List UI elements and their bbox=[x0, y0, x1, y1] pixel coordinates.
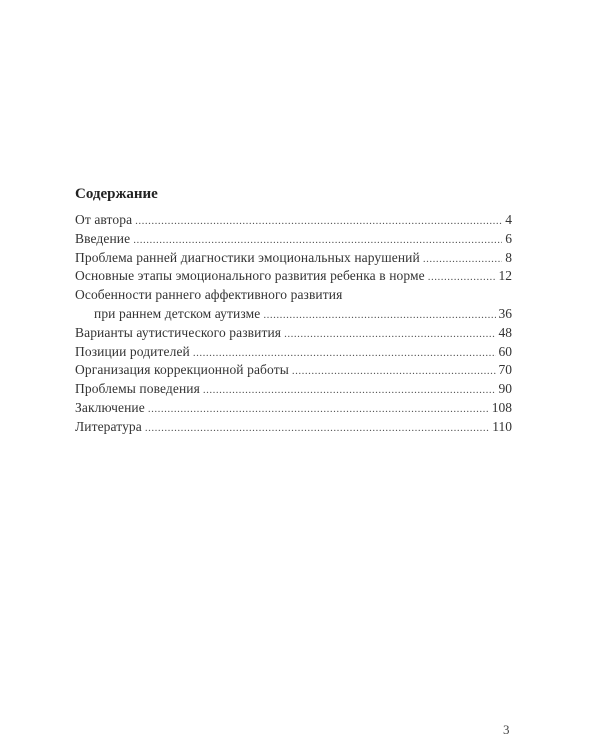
toc-entry-title-continuation: при раннем детском аутизме bbox=[94, 305, 261, 321]
dot-leader bbox=[423, 253, 502, 265]
toc-entry-page: 60 bbox=[498, 343, 512, 359]
toc-heading: Содержание bbox=[75, 186, 158, 202]
page-number: 3 bbox=[503, 722, 510, 737]
toc-entry-title: Проблемы поведения bbox=[75, 381, 200, 397]
toc-entry-page: 48 bbox=[498, 324, 512, 340]
toc-entry[interactable] bbox=[75, 212, 512, 231]
toc-entry-title: Заключение bbox=[75, 399, 145, 415]
toc-entry[interactable] bbox=[75, 362, 512, 381]
dot-leader bbox=[145, 422, 489, 434]
toc-entry-page: 70 bbox=[498, 362, 512, 378]
table-of-contents bbox=[75, 212, 512, 438]
toc-entry-title: Введение bbox=[75, 230, 131, 246]
toc-entry-page: 36 bbox=[498, 305, 512, 321]
toc-entry[interactable] bbox=[75, 381, 512, 400]
toc-entry-continuation[interactable] bbox=[75, 306, 512, 325]
toc-entry-page: 108 bbox=[491, 399, 512, 415]
toc-entry-page: 6 bbox=[505, 230, 512, 246]
toc-entry-title: От автора bbox=[75, 212, 133, 227]
toc-entry[interactable] bbox=[75, 419, 512, 438]
toc-entry[interactable] bbox=[75, 268, 512, 287]
toc-entry-page: 12 bbox=[498, 268, 512, 284]
dot-leader bbox=[292, 365, 496, 377]
toc-entry-page: 8 bbox=[505, 249, 512, 265]
dot-leader bbox=[133, 234, 502, 246]
toc-entry[interactable] bbox=[75, 231, 512, 250]
toc-entry-title: Особенности раннего аффективного развития bbox=[75, 287, 343, 303]
dot-leader bbox=[263, 309, 495, 321]
dot-leader bbox=[428, 271, 496, 283]
toc-entry[interactable] bbox=[75, 344, 512, 363]
toc-entry[interactable] bbox=[75, 287, 512, 306]
dot-leader bbox=[203, 384, 496, 396]
toc-entry-title: Варианты аутистического развития bbox=[75, 324, 282, 340]
toc-entry[interactable] bbox=[75, 250, 512, 269]
dot-leader bbox=[135, 215, 502, 227]
dot-leader bbox=[148, 403, 489, 415]
toc-entry[interactable] bbox=[75, 325, 512, 344]
toc-entry-title: Организация коррекционной работы bbox=[75, 362, 289, 378]
dot-leader bbox=[284, 328, 495, 340]
toc-entry-title: Литература bbox=[75, 418, 142, 434]
toc-entry-page: 110 bbox=[492, 418, 512, 434]
toc-entry-page: 4 bbox=[505, 212, 512, 227]
toc-entry[interactable] bbox=[75, 400, 512, 419]
toc-entry-title: Основные этапы эмоционального развития ребенка в норме bbox=[75, 268, 425, 284]
toc-entry-title: Проблема ранней диагностики эмоциональных нарушений bbox=[75, 249, 420, 265]
toc-entry-page: 90 bbox=[498, 381, 512, 397]
toc-entry-title: Позиции родителей bbox=[75, 343, 190, 359]
dot-leader bbox=[193, 347, 496, 359]
